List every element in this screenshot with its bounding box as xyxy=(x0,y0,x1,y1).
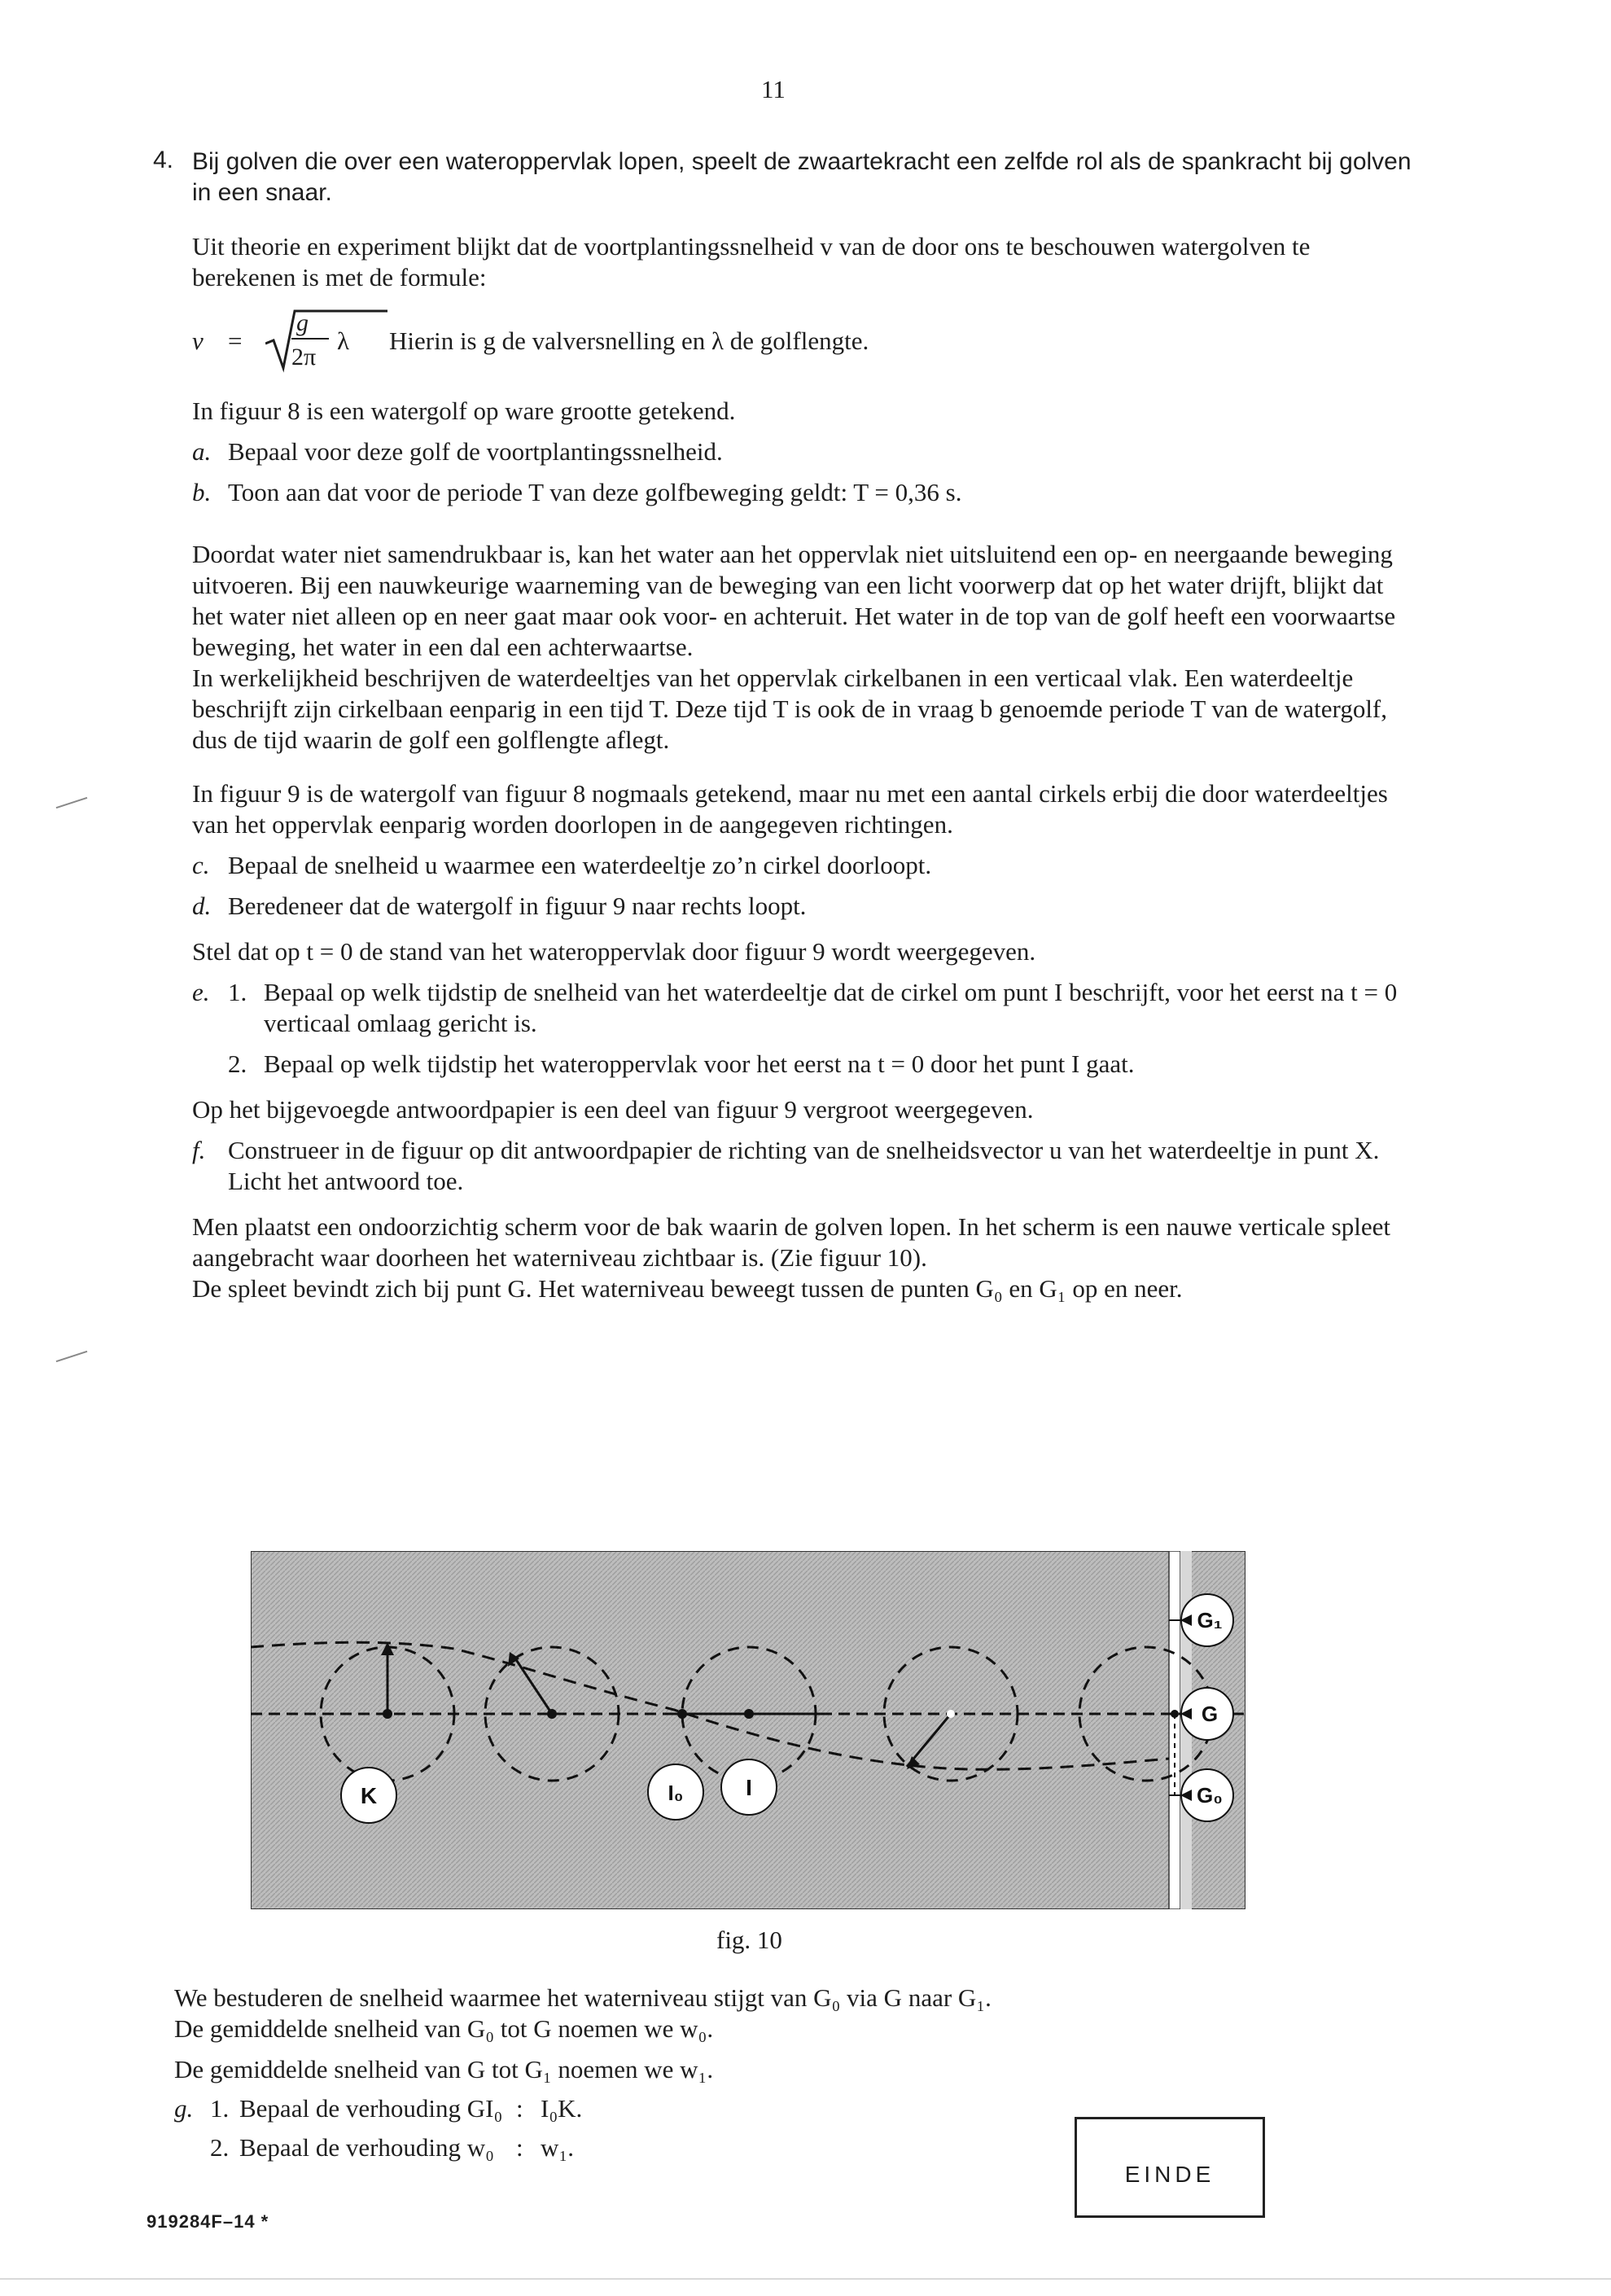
question-e-label: e. xyxy=(192,978,210,1006)
paragraph-doordat: Doordat water niet samendrukbaar is, kan het water aan het oppervlak niet uitsluitend een op- en neergaande beweging uitvoeren. Bij een nauwkeurige waarneming van de beweging van een licht voorwerp dat op het water drijft, blijkt dat het water niet alleen op en neer gaat maar ook voor- en achteruit. Het water in de top van de golf heeft een voorwaartse beweging, het water in een dal een achterwaartse. xyxy=(192,540,1396,661)
question-f-extra: Licht het antwoord toe. xyxy=(228,1167,464,1195)
tail-line-1: We bestuderen de snelheid waarmee het waterniveau stijgt van G₀ via G naar G₁. xyxy=(174,1983,992,2012)
fraction-bar xyxy=(291,337,332,340)
label-I0: I₀ xyxy=(668,1781,684,1805)
screen xyxy=(251,1551,1245,1909)
question-e2-text: Bepaal op welk tijdstip het wateroppervlak voor het eerst na t = 0 door het punt I gaat. xyxy=(264,1049,1135,1078)
question-b-label: b. xyxy=(192,478,212,506)
question-e2-number: 2. xyxy=(228,1049,247,1078)
question-e2 xyxy=(192,1049,1413,1080)
question-g2-a: Bepaal de verhouding w₀ xyxy=(239,2133,494,2162)
formula-eq: = xyxy=(228,326,243,355)
question-4-content xyxy=(192,147,1413,1304)
margin-mark-1 xyxy=(56,797,88,808)
figure-caption: fig. 10 xyxy=(716,1926,782,1954)
figuur8-text: In figuur 8 is een watergolf op ware grootte getekend. xyxy=(192,397,736,425)
paragraph-figuur9: In figuur 9 is de watergolf van figuur 8 nogmaals getekend, maar nu met een aantal cirkels erbij die door waterdeeltjes van het oppervlak eenparig worden doorlopen in de aangegeven richtingen. xyxy=(192,779,1388,839)
question-e1-number: 1. xyxy=(228,978,247,1006)
margin-mark-2 xyxy=(56,1351,88,1362)
formula-num: g xyxy=(296,309,309,336)
question-c-text: Bepaal de snelheid u waarmee een waterdeeltje zo’n cirkel doorloopt. xyxy=(228,851,932,879)
question-d xyxy=(192,891,1413,922)
formula-lambda: λ xyxy=(337,326,350,355)
slit xyxy=(1169,1551,1180,1909)
question-g2-number: 2. xyxy=(210,2133,230,2162)
question-e1-text: Bepaal op welk tijdstip de snelheid van het waterdeeltje dat de cirkel om punt I beschrijft, voor het eerst na t = 0 verticaal omlaag gericht is. xyxy=(264,978,1398,1037)
stel-text: Stel dat op t = 0 de stand van het wateroppervlak door figuur 9 wordt weergegeven. xyxy=(192,937,1036,966)
formula-v: v xyxy=(192,326,204,355)
label-G: G xyxy=(1201,1702,1219,1726)
label-G1: G₁ xyxy=(1197,1608,1223,1632)
paragraph-spleet: De spleet bevindt zich bij punt G. Het waterniveau beweegt tussen de punten G₀ en G₁ op en neer. xyxy=(192,1274,1183,1303)
question-a-label: a. xyxy=(192,437,212,466)
center-dot-2 xyxy=(547,1709,557,1719)
einde-label: EINDE xyxy=(1124,2162,1215,2187)
question-g-label: g. xyxy=(174,2094,194,2123)
tail-text xyxy=(174,1983,1232,2163)
formula xyxy=(192,308,1413,381)
question-b-text: Toon aan dat voor de periode T van deze golfbeweging geldt: T = 0,36 s. xyxy=(228,478,962,506)
paragraph-scherm: Men plaatst een ondoorzichtig scherm voor de bak waarin de golven lopen. In het scherm is een nauwe verticale spleet aangebracht waar doorheen het waterniveau zichtbaar is. (Zie figuur 10). xyxy=(192,1212,1390,1272)
question-c xyxy=(192,850,1413,881)
question-g2-spacer xyxy=(174,2132,210,2163)
label-K: K xyxy=(360,1783,378,1808)
question-g2-colon: : xyxy=(516,2133,523,2162)
question-d-label: d. xyxy=(192,892,212,920)
question-number: 4. xyxy=(153,147,174,173)
paragraph-werkelijkheid: In werkelijkheid beschrijven de waterdeeltjes van het oppervlak cirkelbanen in een verticaal vlak. Een waterdeeltje beschrijft zijn cirkelbaan eenparig in een tijd T. Deze tijd T is ook de in vraag b genoemde periode T van de watergolf, dus de tijd waarin de golf een golflengte aflegt. xyxy=(192,664,1388,754)
question-g2 xyxy=(174,2132,1232,2163)
question-f-text: Construeer in de figuur op dit antwoordpapier de richting van de snelheidsvector u van het waterdeeltje in punt X. xyxy=(228,1136,1380,1164)
point-I-dot xyxy=(744,1709,754,1719)
center-dot-4 xyxy=(947,1710,955,1718)
formula-explanation: Hierin is g de valversnelling en λ de golflengte. xyxy=(389,326,869,355)
formula-den: 2π xyxy=(291,344,317,370)
center-dot-1 xyxy=(383,1709,392,1719)
figure-10 xyxy=(251,1551,1245,1909)
question-g2-b: w₁. xyxy=(541,2133,574,2162)
question-g1-b: I₀K. xyxy=(541,2094,583,2123)
question-b xyxy=(192,477,1413,508)
tail-line-2: De gemiddelde snelheid van G₀ tot G noemen we w₀. xyxy=(174,2014,714,2043)
einde-box xyxy=(1075,2117,1265,2218)
question-g1-a: Bepaal de verhouding GI₀ xyxy=(239,2094,503,2123)
label-I: I xyxy=(746,1775,752,1800)
label-G0: G₀ xyxy=(1197,1783,1223,1807)
question-c-label: c. xyxy=(192,851,210,879)
antwoordpapier-text: Op het bijgevoegde antwoordpapier is een deel van figuur 9 vergroot weergegeven. xyxy=(192,1095,1034,1124)
figure-10-drawing xyxy=(251,1551,1245,1909)
theory-text: Uit theorie en experiment blijkt dat de voortplantingssnelheid v van de door ons te beschouwen watergolven te berekenen is met de formule: xyxy=(192,232,1311,291)
question-g1 xyxy=(174,2093,1232,2124)
question-g1-colon: : xyxy=(516,2094,523,2123)
question-a xyxy=(192,436,1413,467)
footer-code: 919284F–14 * xyxy=(147,2211,269,2232)
page-number: 11 xyxy=(761,75,786,103)
tail-line-3: De gemiddelde snelheid van G tot G₁ noemen we w₁. xyxy=(174,2055,714,2083)
question-e1 xyxy=(192,977,1413,1039)
question-f-body xyxy=(228,1135,1413,1197)
question-e2-spacer xyxy=(192,1049,228,1080)
question-g1-number: 1. xyxy=(210,2094,230,2123)
question-f-label: f. xyxy=(192,1136,206,1164)
question-f xyxy=(192,1135,1413,1197)
intro-text: Bij golven die over een wateroppervlak lopen, speelt de zwaartekracht een zelfde rol als de spankracht bij golven in een snaar. xyxy=(192,148,1412,206)
point-I0-dot xyxy=(677,1709,687,1719)
footer-line xyxy=(0,2278,1611,2280)
question-a-text: Bepaal voor deze golf de voortplantingssnelheid. xyxy=(228,437,723,466)
question-d-text: Beredeneer dat de watergolf in figuur 9 naar rechts loopt. xyxy=(228,892,807,920)
